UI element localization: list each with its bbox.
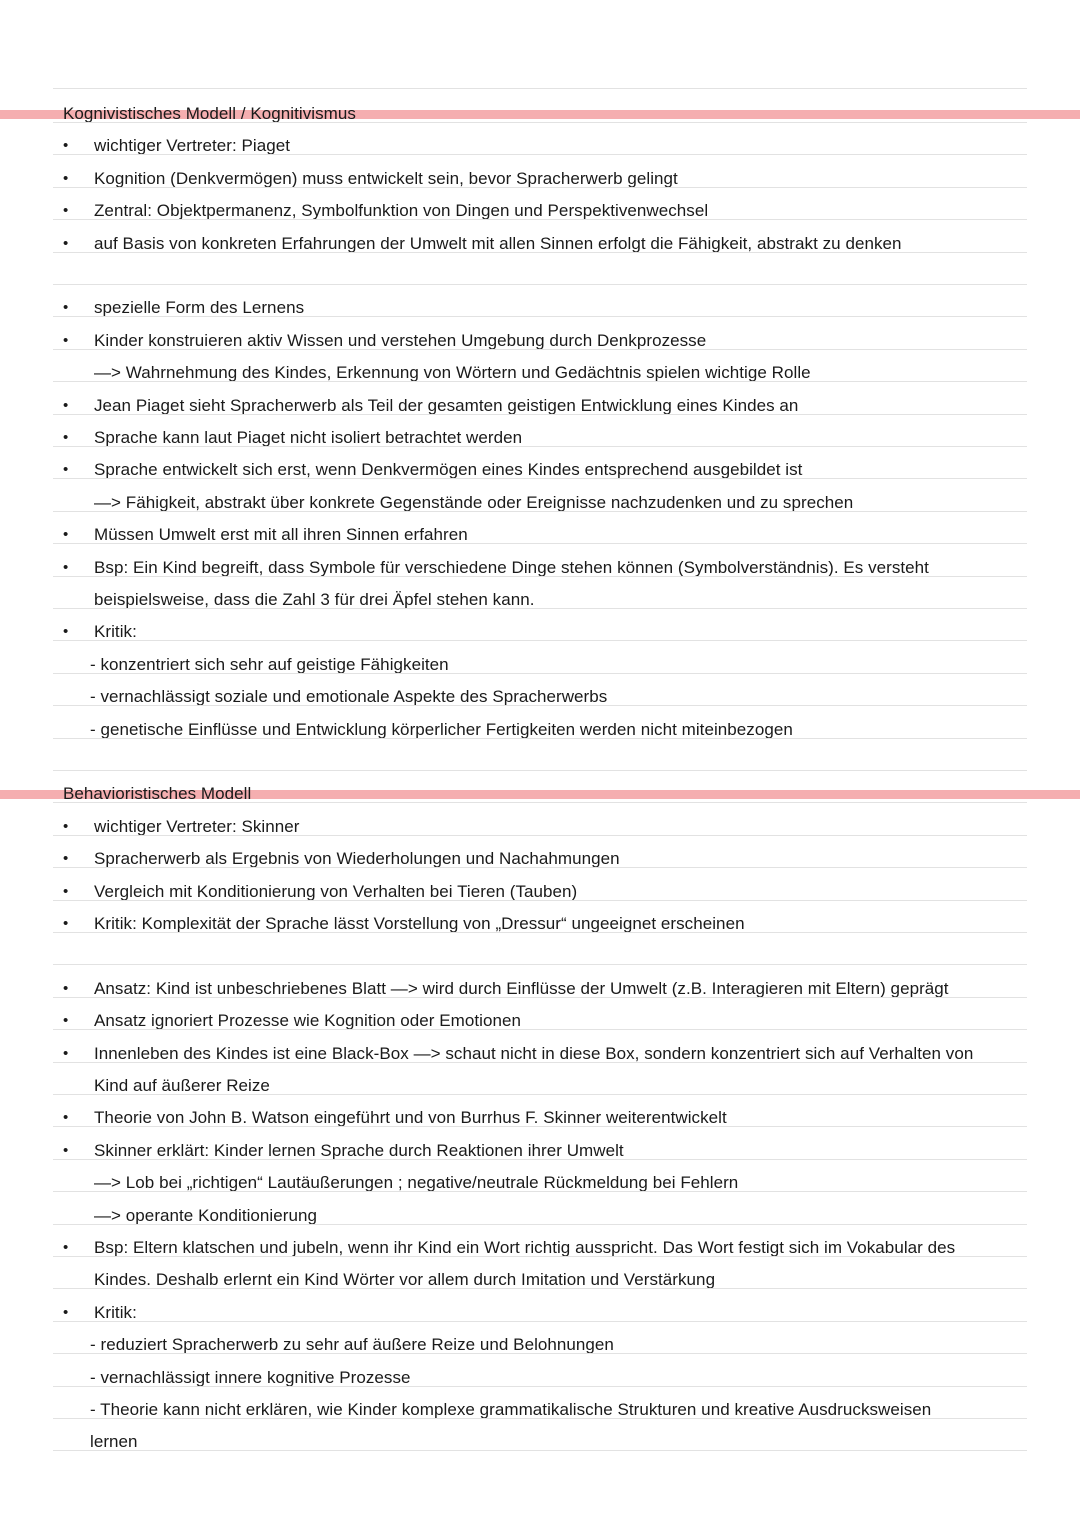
section-heading: Kognivistisches Modell / Kognitivismus [63,104,356,123]
sub-item: - reduziert Spracherwerb zu sehr auf äußere Reize und Belohnungen [90,1335,614,1355]
bullet-dot: • [63,331,69,349]
sub-item: - genetische Einflüsse und Entwicklung körperlicher Fertigkeiten werden nicht miteinbezogen [90,719,793,739]
bullet-dot: • [63,234,69,252]
bullet-item: Skinner erklärt: Kinder lernen Sprache durch Reaktionen ihrer Umwelt [94,1140,624,1160]
bullet-dot: • [63,979,69,997]
ruled-line [53,705,1027,706]
ruled-line [53,608,1027,609]
continuation-line: Kind auf äußerer Reize [94,1076,270,1095]
bullet-item: Sprache entwickelt sich erst, wenn Denkvermögen eines Kindes entsprechend ausgebildet ist [94,460,803,480]
bullet-dot: • [63,850,69,868]
bullet-dot: • [63,202,69,220]
continuation-line: beispielsweise, dass die Zahl 3 für drei Äpfel stehen kann. [94,590,535,609]
bullet-item: Vergleich mit Konditionierung von Verhalten bei Tieren (Tauben) [94,881,578,901]
bullet-item: Müssen Umwelt erst mit all ihren Sinnen erfahren [94,525,468,545]
ruled-line [53,1386,1027,1387]
ruled-line [53,349,1027,350]
ruled-line [53,932,1027,933]
ruled-line [53,867,1027,868]
bullet-item: Kritik: Komplexität der Sprache lässt Vorstellung von „Dressur“ ungeeignet erscheinen [94,914,745,933]
ruled-line [53,381,1027,382]
ruled-line [53,1191,1027,1192]
bullet-item: Bsp: Ein Kind begreift, dass Symbole für verschiedene Dinge stehen können (Symbolverständnis). Es versteht [94,557,929,577]
ruled-line [53,997,1027,998]
ruled-line [53,1353,1027,1354]
bullet-item: Kritik: [94,622,137,642]
bullet-dot: • [63,1303,69,1321]
ruled-line [53,88,1027,89]
bullet-item: Kognition (Denkvermögen) muss entwickelt sein, bevor Spracherwerb gelingt [94,168,678,188]
ruled-line [53,414,1027,415]
ruled-line [53,1418,1027,1419]
ruled-line [53,802,1027,803]
sub-item: - Theorie kann nicht erklären, wie Kinder komplexe grammatikalische Strukturen und kreative Ausdrucksweisen [90,1400,932,1419]
bullet-dot: • [63,1012,69,1030]
bullet-item: Sprache kann laut Piaget nicht isoliert betrachtet werden [94,428,523,447]
bullet-item: Innenleben des Kindes ist eine Black-Box —> schaut nicht in diese Box, sondern konzentriert sich auf Verhalten von [94,1043,974,1063]
bullet-item: Ansatz ignoriert Prozesse wie Kognition oder Emotionen [94,1011,521,1031]
bullet-item: Bsp: Eltern klatschen und jubeln, wenn ihr Kind ein Wort richtig ausspricht. Das Wort festigt sich im Vokabular des [94,1238,956,1257]
bullet-dot: • [63,1109,69,1127]
bullet-dot: • [63,1141,69,1159]
bullet-dot: • [63,461,69,479]
ruled-line [53,1288,1027,1289]
continuation-line: —> Fähigkeit, abstrakt über konkrete Gegenstände oder Ereignisse nachzudenken und zu sprechen [94,492,854,512]
ruled-line [53,1256,1027,1257]
sub-item: - vernachlässigt soziale und emotionale Aspekte des Spracherwerbs [90,687,608,707]
ruled-line [53,187,1027,188]
bullet-dot: • [63,1239,69,1256]
ruled-line [53,1224,1027,1225]
ruled-line [53,446,1027,447]
bullet-item: Theorie von John B. Watson eingeführt und von Burrhus F. Skinner weiterentwickelt [94,1108,727,1128]
continuation-line: —> operante Konditionierung [94,1205,317,1225]
ruled-line [53,219,1027,220]
continuation-line: —> Lob bei „richtigen“ Lautäußerungen ; negative/neutrale Rückmeldung bei Fehlern [94,1173,739,1193]
ruled-line [53,576,1027,577]
bullet-dot: • [63,169,69,187]
ruled-line [53,900,1027,901]
ruled-line [53,154,1027,155]
ruled-line [53,964,1027,965]
ruled-line [53,835,1027,836]
ruled-line [53,316,1027,317]
bullet-dot: • [63,623,69,641]
bullet-dot: • [63,429,69,446]
bullet-dot: • [63,526,69,544]
bullet-dot: • [63,396,69,414]
ruled-line [53,1094,1027,1095]
bullet-dot: • [63,299,69,317]
ruled-line [53,1062,1027,1063]
ruled-line [53,673,1027,674]
ruled-line [53,511,1027,512]
bullet-item: spezielle Form des Lernens [94,298,305,318]
sub-item: lernen [90,1432,138,1452]
continuation-line: Kindes. Deshalb erlernt ein Kind Wörter vor allem durch Imitation und Verstärkung [94,1270,716,1290]
ruled-line [53,284,1027,285]
ruled-line [53,640,1027,641]
bullet-dot: • [63,915,69,932]
ruled-line [53,738,1027,739]
bullet-dot: • [63,882,69,900]
bullet-item: wichtiger Vertreter: Skinner [94,816,300,836]
ruled-line [53,770,1027,771]
bullet-item: auf Basis von konkreten Erfahrungen der Umwelt mit allen Sinnen erfolgt die Fähigkeit, abstrakt zu denken [94,233,902,253]
ruled-line [53,252,1027,253]
sub-item: - vernachlässigt innere kognitive Prozesse [90,1367,411,1387]
bullet-item: Kinder konstruieren aktiv Wissen und verstehen Umgebung durch Denkprozesse [94,330,707,350]
bullet-dot: • [63,137,69,155]
continuation-line: —> Wahrnehmung des Kindes, Erkennung von Wörtern und Gedächtnis spielen wichtige Rolle [94,363,811,383]
ruled-line [53,1159,1027,1160]
ruled-line [53,122,1027,123]
ruled-line [53,1321,1027,1322]
bullet-item: Ansatz: Kind ist unbeschriebenes Blatt —> wird durch Einflüsse der Umwelt (z.B. Interagieren mit Eltern) geprägt [94,978,949,998]
ruled-line [53,543,1027,544]
bullet-item: Kritik: [94,1302,137,1322]
sub-item: - konzentriert sich sehr auf geistige Fähigkeiten [90,654,449,674]
bullet-item: Spracherwerb als Ergebnis von Wiederholungen und Nachahmungen [94,849,620,869]
ruled-line [53,1450,1027,1451]
ruled-line [53,1126,1027,1127]
bullet-item: wichtiger Vertreter: Piaget [94,136,290,156]
bullet-dot: • [63,817,69,835]
bullet-dot: • [63,558,69,576]
bullet-dot: • [63,1044,69,1062]
bullet-item: Zentral: Objektpermanenz, Symbolfunktion von Dingen und Perspektivenwechsel [94,201,709,221]
ruled-line [53,1029,1027,1030]
bullet-item: Jean Piaget sieht Spracherwerb als Teil der gesamten geistigen Entwicklung eines Kindes an [94,395,799,415]
section-heading: Behavioristisches Modell [63,784,252,804]
ruled-line [53,478,1027,479]
